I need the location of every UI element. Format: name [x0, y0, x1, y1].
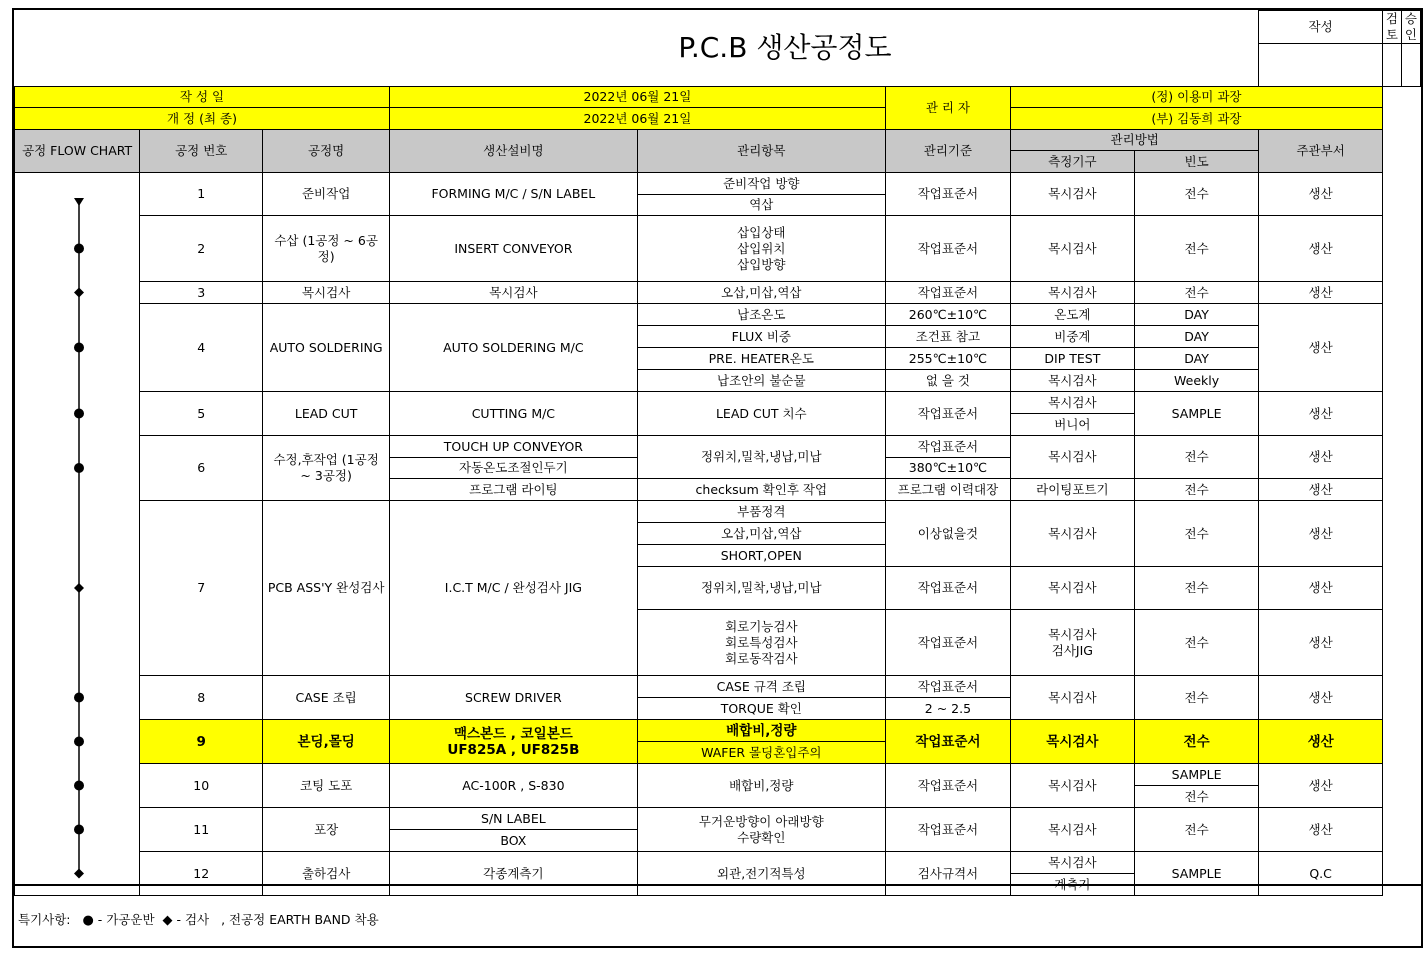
row-9-dept: 생산 [1259, 720, 1382, 764]
row-8-std-2: 2 ~ 2.5 [885, 698, 1010, 720]
row-4-equip: AUTO SOLDERING M/C [390, 304, 638, 392]
row-7-g1-item-2: 오삽,미삽,역삽 [637, 523, 885, 545]
notes-diamond-text: - 검사 [176, 912, 210, 927]
notes-extra: , 전공정 EARTH BAND 착용 [221, 912, 379, 927]
row-2-name: 수삽 (1공정 ~ 6공정) [263, 216, 390, 282]
row-1-freq: 전수 [1134, 173, 1259, 216]
row-5-std: 작업표준서 [885, 392, 1010, 436]
row-9-tool: 목시검사 [1011, 720, 1135, 764]
row-11-name: 포장 [263, 808, 390, 852]
process-sheet [12, 8, 1423, 948]
row-11-std: 작업표준서 [885, 808, 1010, 852]
notes-text [18, 910, 379, 928]
row-11-tool: 목시검사 [1011, 808, 1135, 852]
row-2-item-1: 삽입상태 [737, 224, 786, 240]
row-4-item-1: 납조온도 [637, 304, 885, 326]
row-6-no: 6 [140, 436, 263, 501]
row-8-tool: 목시검사 [1011, 676, 1135, 720]
row-4-freq-2: DAY [1134, 326, 1259, 348]
row-3-equip: 목시검사 [390, 282, 638, 304]
row-5-tool-2: 버니어 [1011, 414, 1135, 436]
row-7-g2-freq: 전수 [1134, 567, 1259, 610]
row-10-name: 코팅 도포 [263, 764, 390, 808]
row-5-item: LEAD CUT 치수 [637, 392, 885, 436]
header-items: 관리항목 [637, 130, 885, 173]
approval-approve-label: 승인 [1401, 11, 1420, 44]
row-3-no: 3 [140, 282, 263, 304]
approval-writer-label: 작성 [1259, 11, 1382, 44]
header-standard: 관리기준 [885, 130, 1010, 173]
row-1-item-2: 역삽 [637, 195, 885, 216]
row-12-std: 검사규격서 [885, 852, 1010, 896]
row-11-items [637, 808, 885, 852]
flow-marker-diamond-3 [74, 288, 84, 298]
row-6-name: 수정,후작업 (1공정 ~ 3공정) [263, 436, 390, 501]
row-12-no: 12 [140, 852, 263, 896]
header-dept: 주관부서 [1259, 130, 1382, 173]
process-table [14, 10, 1421, 896]
row-7-g1-tool: 목시검사 [1011, 501, 1135, 567]
row-2-dept: 생산 [1259, 216, 1382, 282]
row-7-g1-dept: 생산 [1259, 501, 1382, 567]
row-4-tool-2: 비중계 [1011, 326, 1135, 348]
flow-marker-diamond-7 [74, 583, 84, 593]
row-5-tool-1: 목시검사 [1011, 392, 1135, 414]
flow-marker-circle-6 [74, 463, 84, 473]
row-7-g2-item: 정위치,밀착,냉납,미납 [637, 567, 885, 610]
row-5-freq: SAMPLE [1134, 392, 1259, 436]
row-2-tool: 목시검사 [1011, 216, 1135, 282]
revised-label: 개 정 (최 종) [15, 108, 390, 130]
row-11-dept: 생산 [1259, 808, 1382, 852]
manager-sub: (부) 김동희 과장 [1011, 108, 1383, 130]
row-9-no: 9 [140, 720, 263, 764]
row-4-std-2: 조건표 참고 [885, 326, 1010, 348]
flow-marker-circle-11 [74, 825, 84, 835]
row-7-g3-dept: 생산 [1259, 610, 1382, 676]
row-8-freq: 전수 [1134, 676, 1259, 720]
header-freq: 빈도 [1134, 151, 1259, 173]
row-7-g3-item-2: 회로특성검사 [725, 634, 798, 650]
row-12-dept: Q.C [1259, 852, 1382, 896]
approval-writer-sign [1259, 44, 1382, 87]
row-9-freq: 전수 [1134, 720, 1259, 764]
flow-marker-circle-9 [74, 737, 84, 747]
row-11-item-1: 무거운방향이 아래방향 [698, 813, 824, 829]
row-7-g3-tool-1: 목시검사 [1048, 626, 1097, 642]
row-10-freq-1: SAMPLE [1134, 764, 1259, 786]
row-6-freq-1: 전수 [1134, 436, 1259, 479]
row-6-tool-1: 목시검사 [1011, 436, 1135, 479]
row-8-std-1: 작업표준서 [885, 676, 1010, 698]
row-7-no: 7 [140, 501, 263, 676]
flow-chart [14, 10, 144, 884]
row-5-name: LEAD CUT [263, 392, 390, 436]
row-2-item-2: 삽입위치 [737, 240, 786, 256]
notes-circle-text: - 가공운반 [97, 912, 155, 927]
row-8-item-2: TORQUE 확인 [637, 698, 885, 720]
row-2-freq: 전수 [1134, 216, 1259, 282]
row-10-item: 배합비,정량 [637, 764, 885, 808]
row-10-no: 10 [140, 764, 263, 808]
row-6-equip-3: 프로그램 라이팅 [390, 479, 638, 501]
row-9-equip-1: 맥스본드 , 코일본드 [453, 725, 573, 742]
row-2-item-3: 삽입방향 [737, 256, 786, 272]
row-9-item-1: 배합비,정량 [637, 720, 885, 742]
row-7-g3-item-3: 회로동작검사 [725, 650, 798, 666]
row-6-std-3: 프로그램 이력대장 [885, 479, 1010, 501]
row-11-no: 11 [140, 808, 263, 852]
row-6-item-1: 정위치,밀착,냉납,미납 [637, 436, 885, 479]
row-1-tool: 목시검사 [1011, 173, 1135, 216]
flow-marker-circle-4 [74, 343, 84, 353]
row-4-tool-3: DIP TEST [1011, 348, 1135, 370]
row-1-item-1: 준비작업 방향 [637, 173, 885, 195]
flow-marker-circle-8 [74, 693, 84, 703]
row-6-freq-2: 전수 [1134, 479, 1259, 501]
row-5-dept: 생산 [1259, 392, 1382, 436]
row-9-std: 작업표준서 [885, 720, 1010, 764]
header-no: 공정 번호 [140, 130, 263, 173]
flow-marker-circle-5 [74, 409, 84, 419]
row-6-dept-2: 생산 [1259, 479, 1382, 501]
row-11-equip-2: BOX [390, 830, 638, 852]
row-12-freq: SAMPLE [1134, 852, 1259, 896]
header-method: 관리방법 [1011, 130, 1259, 151]
row-1-no: 1 [140, 173, 263, 216]
row-4-tool-4: 목시검사 [1011, 370, 1135, 392]
row-7-g2-tool: 목시검사 [1011, 567, 1135, 610]
row-4-item-2: FLUX 비중 [637, 326, 885, 348]
revised-date: 2022년 06월 21일 [390, 108, 886, 130]
row-4-freq-1: DAY [1134, 304, 1259, 326]
created-label: 작 성 일 [15, 87, 390, 108]
row-11-item-2: 수량확인 [737, 829, 786, 845]
row-10-freq-2: 전수 [1134, 786, 1259, 808]
row-4-item-4: 납조안의 불순물 [637, 370, 885, 392]
row-11-freq: 전수 [1134, 808, 1259, 852]
row-1-dept: 생산 [1259, 173, 1382, 216]
row-12-item: 외관,전기적특성 [637, 852, 885, 896]
row-12-equip: 각종계측기 [390, 852, 638, 896]
page-title: P.C.B 생산공정도 [15, 11, 1259, 87]
header-name: 공정명 [263, 130, 390, 173]
row-7-g3-std: 작업표준서 [885, 610, 1010, 676]
row-4-std-4: 없 을 것 [885, 370, 1010, 392]
manager-main: (정) 이용미 과장 [1011, 87, 1383, 108]
flow-marker-circle-10 [74, 781, 84, 791]
row-10-tool: 목시검사 [1011, 764, 1135, 808]
row-11-equip-1: S/N LABEL [390, 808, 638, 830]
row-7-g3-tools [1011, 610, 1135, 676]
row-4-tool-1: 온도계 [1011, 304, 1135, 326]
row-9-item-2: WAFER 몰딩혼입주의 [637, 742, 885, 764]
row-5-equip: CUTTING M/C [390, 392, 638, 436]
row-1-std: 작업표준서 [885, 173, 1010, 216]
row-7-name: PCB ASS'Y 완성검사 [263, 501, 390, 676]
row-8-dept: 생산 [1259, 676, 1382, 720]
row-8-name: CASE 조립 [263, 676, 390, 720]
row-7-g1-item-1: 부품정격 [637, 501, 885, 523]
header-tool: 측정기구 [1011, 151, 1135, 173]
row-2-items [637, 216, 885, 282]
circle-icon: ● [82, 913, 94, 928]
manager-label: 관 리 자 [885, 87, 1010, 130]
row-9-equip [390, 720, 638, 764]
flow-marker-circle-2 [74, 244, 84, 254]
header-flow: 공정 FLOW CHART [15, 130, 140, 173]
approval-approve-sign [1401, 44, 1420, 87]
row-6-dept-1: 생산 [1259, 436, 1382, 479]
row-7-g2-dept: 생산 [1259, 567, 1382, 610]
row-5-no: 5 [140, 392, 263, 436]
row-3-freq: 전수 [1134, 282, 1259, 304]
row-4-freq-3: DAY [1134, 348, 1259, 370]
row-6-std-1: 작업표준서 [885, 436, 1010, 458]
row-7-g3-freq: 전수 [1134, 610, 1259, 676]
row-3-dept: 생산 [1259, 282, 1382, 304]
row-2-equip: INSERT CONVEYOR [390, 216, 638, 282]
row-9-name: 본딩,몰딩 [263, 720, 390, 764]
row-4-std-1: 260℃±10℃ [885, 304, 1010, 326]
notes-label: 특기사항: [18, 912, 71, 927]
row-10-std: 작업표준서 [885, 764, 1010, 808]
row-7-g1-std: 이상없을것 [885, 501, 1010, 567]
row-2-std: 작업표준서 [885, 216, 1010, 282]
row-3-tool: 목시검사 [1011, 282, 1135, 304]
row-6-item-2: checksum 확인후 작업 [637, 479, 885, 501]
row-10-equip: AC-100R , S-830 [390, 764, 638, 808]
row-6-equip-2: 자동온도조절인두기 [390, 458, 638, 479]
created-date: 2022년 06월 21일 [390, 87, 886, 108]
row-7-g1-freq: 전수 [1134, 501, 1259, 567]
row-4-name: AUTO SOLDERING [263, 304, 390, 392]
row-7-g2-std: 작업표준서 [885, 567, 1010, 610]
row-4-no: 4 [140, 304, 263, 392]
row-4-std-3: 255℃±10℃ [885, 348, 1010, 370]
row-8-item-1: CASE 규격 조립 [637, 676, 885, 698]
notes-section [14, 884, 1421, 946]
flow-marker-diamond-12 [74, 869, 84, 879]
row-7-g3-items [637, 610, 885, 676]
header-equipment: 생산설비명 [390, 130, 638, 173]
flow-marker-triangle-1 [74, 198, 84, 206]
row-8-equip: SCREW DRIVER [390, 676, 638, 720]
row-7-equip: I.C.T M/C / 완성검사 JIG [390, 501, 638, 676]
row-4-freq-4: Weekly [1134, 370, 1259, 392]
row-7-g3-item-1: 회로기능검사 [725, 618, 798, 634]
row-1-name: 준비작업 [263, 173, 390, 216]
row-6-std-2: 380℃±10℃ [885, 458, 1010, 479]
row-2-no: 2 [140, 216, 263, 282]
row-8-no: 8 [140, 676, 263, 720]
row-6-tool-2: 라이팅포트기 [1011, 479, 1135, 501]
row-6-equip-1: TOUCH UP CONVEYOR [390, 436, 638, 458]
row-4-dept: 생산 [1259, 304, 1382, 392]
row-3-item: 오삽,미삽,역삽 [637, 282, 885, 304]
row-4-item-3: PRE. HEATER온도 [637, 348, 885, 370]
approval-review-label: 검토 [1382, 11, 1401, 44]
row-12-tool-2: 계측기 [1011, 874, 1135, 896]
row-12-name: 출하검사 [263, 852, 390, 896]
row-3-std: 작업표준서 [885, 282, 1010, 304]
row-3-name: 목시검사 [263, 282, 390, 304]
approval-review-sign [1382, 44, 1401, 87]
row-10-dept: 생산 [1259, 764, 1382, 808]
row-7-g1-item-3: SHORT,OPEN [637, 545, 885, 567]
row-12-tool-1: 목시검사 [1011, 852, 1135, 874]
diamond-icon: ◆ [162, 913, 173, 928]
row-1-equip: FORMING M/C / S/N LABEL [390, 173, 638, 216]
row-9-equip-2: UF825A , UF825B [447, 741, 580, 758]
row-7-g3-tool-2: 검사JIG [1051, 642, 1093, 658]
